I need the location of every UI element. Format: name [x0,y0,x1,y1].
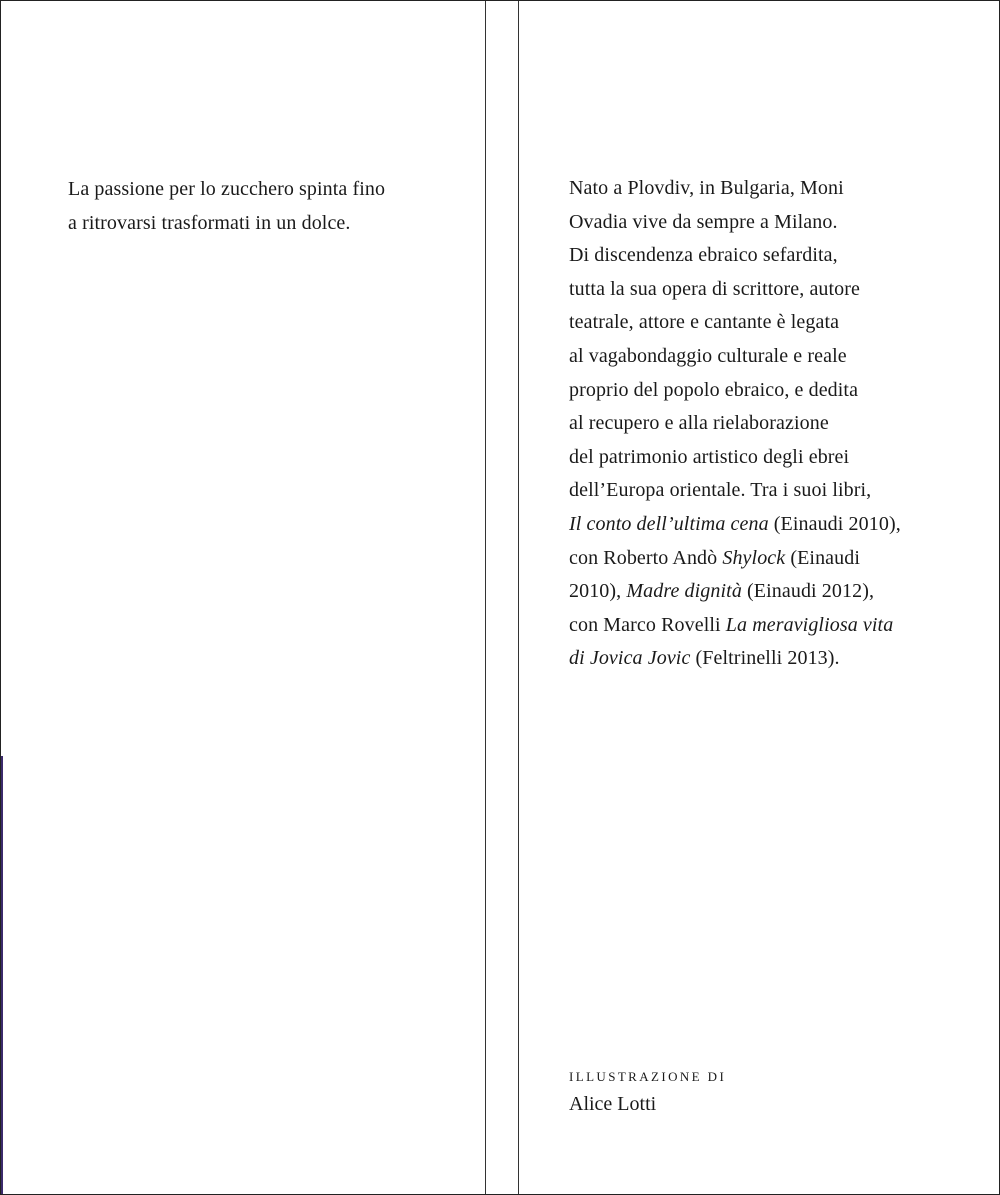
bio-line-books [569,575,969,609]
spine-fold-left [485,1,486,1194]
illustration-credit [569,1068,726,1119]
book-title: Shylock [722,546,786,569]
bio-line-books [569,642,969,676]
bio-line: proprio del popolo ebraico, e dedita [569,378,859,401]
illustrator-name: Alice Lotti [569,1093,657,1115]
book-title: di Jovica Jovic [569,647,691,670]
credit-label: ILLUSTRAZIONE DI [569,1069,727,1084]
book-publisher: 2010), [569,580,627,603]
book-title: Il conto dell’ultima cena [569,512,769,535]
bio-line: dell’Europa orientale. Tra i suoi libri, [569,479,872,502]
bio-line-books [569,609,969,643]
bio-line: Nato a Plovdiv, in Bulgaria, Moni [569,177,844,199]
book-publisher: (Einaudi 2010), [768,512,901,535]
bio-line: Di discendenza ebraico sefardita, [569,244,838,267]
bio-line: al vagabondaggio culturale e reale [569,344,847,367]
book-title: La meravigliosa vita [725,613,894,636]
edge-accent [1,756,3,1194]
bio-line-books [569,508,969,542]
book-publisher: (Einaudi [785,546,861,569]
book-coauthor: con Roberto Andò [569,546,723,569]
blurb-line: La passione per lo zucchero spinta fino [68,178,386,200]
bio-line: del patrimonio artistico degli ebrei [569,445,850,468]
bio-line: Ovadia vive da sempre a Milano. [569,210,838,233]
bio-line-books [569,542,969,576]
book-title: Madre dignità [626,580,742,603]
spine-fold-right [518,1,519,1194]
book-publisher: (Feltrinelli 2013). [690,647,840,670]
blurb-line: a ritrovarsi trasformati in un dolce. [68,211,351,234]
book-coauthor: con Marco Rovelli [569,613,726,636]
bio-line: tutta la sua opera di scrittore, autore [569,277,861,300]
author-bio [569,172,969,676]
book-publisher: (Einaudi 2012), [741,580,875,603]
front-flap-text [68,173,468,240]
bio-line: al recupero e alla rielaborazione [569,412,829,435]
bio-line: teatrale, attore e cantante è legata [569,311,840,334]
